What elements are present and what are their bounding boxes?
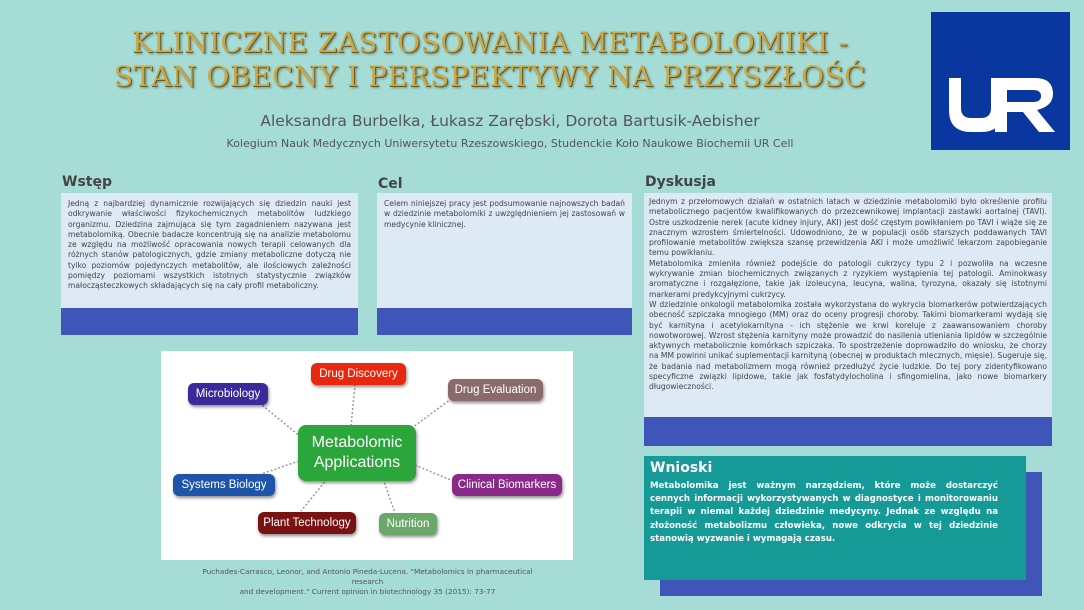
diagram-caption <box>190 567 545 597</box>
poster-title-line1: KLINICZNE ZASTOSOWANIA METABOLOMIKI - <box>131 26 849 59</box>
poster-title-line2: STAN OBECNY I PERSPEKTYWY NA PRZYSZŁOŚĆ <box>113 60 867 93</box>
node-drug-evaluation: Drug Evaluation <box>448 379 543 401</box>
dyskusja-paragraph-1: Jednym z przełomowych działań w ostatnich latach w dziedzinie metabolomiki było określenie profilu metabolicznego pacjentów kwalifikowanych do przezcewnikowej implantacji zastawki aortalnej (TAVI). Ostre uszkodzenie nerek (acute kidney injury, AKI) jest dość częstym powikłaniem po TAVI i wiąże się ze znacznym wzrostem śmiertelności. Udowodniono, że w populacji osób starszych poddawanych TAVI profilowanie metabolitów zwiększa szansę przewidzenia AKI i może umożliwić lekarzom zapobieganie temu powikłaniu. <box>649 197 1047 258</box>
node-plant-technology: Plant Technology <box>258 512 356 534</box>
cel-panel-footer <box>377 308 632 335</box>
authors: Aleksandra Burbelka, Łukasz Zarębski, Dorota Bartusik-Aebisher <box>260 112 760 130</box>
node-nutrition: Nutrition <box>379 513 437 535</box>
wnioski-heading: Wnioski <box>650 460 713 476</box>
affiliation: Kolegium Nauk Medycznych Uniwersytetu Rzeszowskiego, Studenckie Koło Naukowe Biochemii UR Cell <box>226 137 794 150</box>
dyskusja-panel <box>644 193 1052 419</box>
wstep-panel <box>61 193 358 310</box>
cel-text: Celem niniejszej pracy jest podsumowanie najnowszych badań w dziedzinie metabolomiki z uwzględnieniem jej zastosowań w medycynie klinicznej. <box>384 199 625 229</box>
university-logo <box>931 12 1070 150</box>
wstep-heading: Wstęp <box>62 174 112 190</box>
node-systems-biology: Systems Biology <box>173 474 275 496</box>
cel-panel <box>377 193 632 310</box>
metabolomic-applications-diagram <box>161 351 573 560</box>
dyskusja-paragraph-3: W dziedzinie onkologii metabolomika została wykorzystana do wykrycia biomarkerów potwierdzających obecność szpiczaka mnogiego (MM) oraz do oceny progresji choroby. Takimi biomarkerami wydają się być karnityna i acetylokarnityna - ich stężenie we krwi koreluje z zaawansowaniem choroby nowotworowej. Wzrost stężenia karnityny może prowadzić do nasilenia utleniania lipidów w szczególnie aktywnych metabolicznie komórkach szpiczaka. To spostrzeżenie doprowadziło do wniosku, że chorzy na MM powinni unikać suplementacji karnityną (obecnej w produktach mlecznych, mięsie). Sugeruje się, że badania nad metabolizmem mogą również przedłużyć życie ludzkie. Do tej pory zidentyfikowano specyficzne związki lipidowe, takie jak fosfatydylocholina i sfingomielina, jako nowe biomarkery długowieczności. <box>649 299 1047 392</box>
poster-title <box>40 26 940 94</box>
node-drug-discovery: Drug Discovery <box>311 363 406 385</box>
node-center-metabolomic-applications: Metabolomic Applications <box>298 425 416 481</box>
node-clinical-biomarkers: Clinical Biomarkers <box>452 474 562 496</box>
ur-logo-mark <box>931 12 1070 150</box>
wnioski-box <box>644 456 1026 580</box>
wstep-text: Jedną z najbardziej dynamicznie rozwijających się dziedzin nauki jest odkrywanie właściwości fizykochemicznych metabolitów ludzkiego organizmu. Dziedzina zajmująca się tym zagadnieniem nazywana jest metabolomiką. Obecnie badacze koncentrują się na analizie metabolomu ze względu na możliwość opracowania nowych terapii celowanych dla różnych stanów patologicznych, gdzie zmiany metaboliczne dotyczą nie tylko poziomów pojedynczych metabolitów, ale ilościowych zależności pomiędzy poziomami wszystkich istotnych statystycznie związków małocząsteczkowych składających się na cały profil metaboliczny. <box>68 199 351 291</box>
wstep-panel-footer <box>61 308 358 335</box>
diagram-caption-line1: Puchades-Carrasco, Leonor, and Antonio Pineda-Lucena. "Metabolomics in pharmaceutical research <box>202 567 533 586</box>
diagram-caption-line2: and development." Current opinion in biotechnology 35 (2015): 73-77 <box>239 587 496 596</box>
wnioski-text: Metabolomika jest ważnym narzędziem, które może dostarczyć cennych informacji wykorzystywanych w diagnostyce i monitorowaniu terapii w niemal każdej dziedzinie medycyny. Jednak ze względu na złożoność metabolizmu człowieka, nowe odkrycia w tej dziedzinie stanowią wyzwanie i wymagają czasu. <box>650 481 998 544</box>
node-microbiology: Microbiology <box>188 383 268 405</box>
dyskusja-panel-footer <box>644 417 1052 446</box>
cel-heading: Cel <box>378 176 403 192</box>
dyskusja-paragraph-2: Metabolomika zmieniła również podejście do patologii cukrzycy typu 2 i pozwoliła na wczesne wykrywanie zmian biochemicznych związanych z ryzykiem wystąpienia tej patologii. Aminokwasy aromatyczne i rozgałęzione, takie jak izoleucyna, leucyna, walina, tyrozyna, okazały się istotnymi markerami predykcyjnymi cukrzycy. <box>649 258 1047 299</box>
dyskusja-heading: Dyskusja <box>645 174 716 190</box>
